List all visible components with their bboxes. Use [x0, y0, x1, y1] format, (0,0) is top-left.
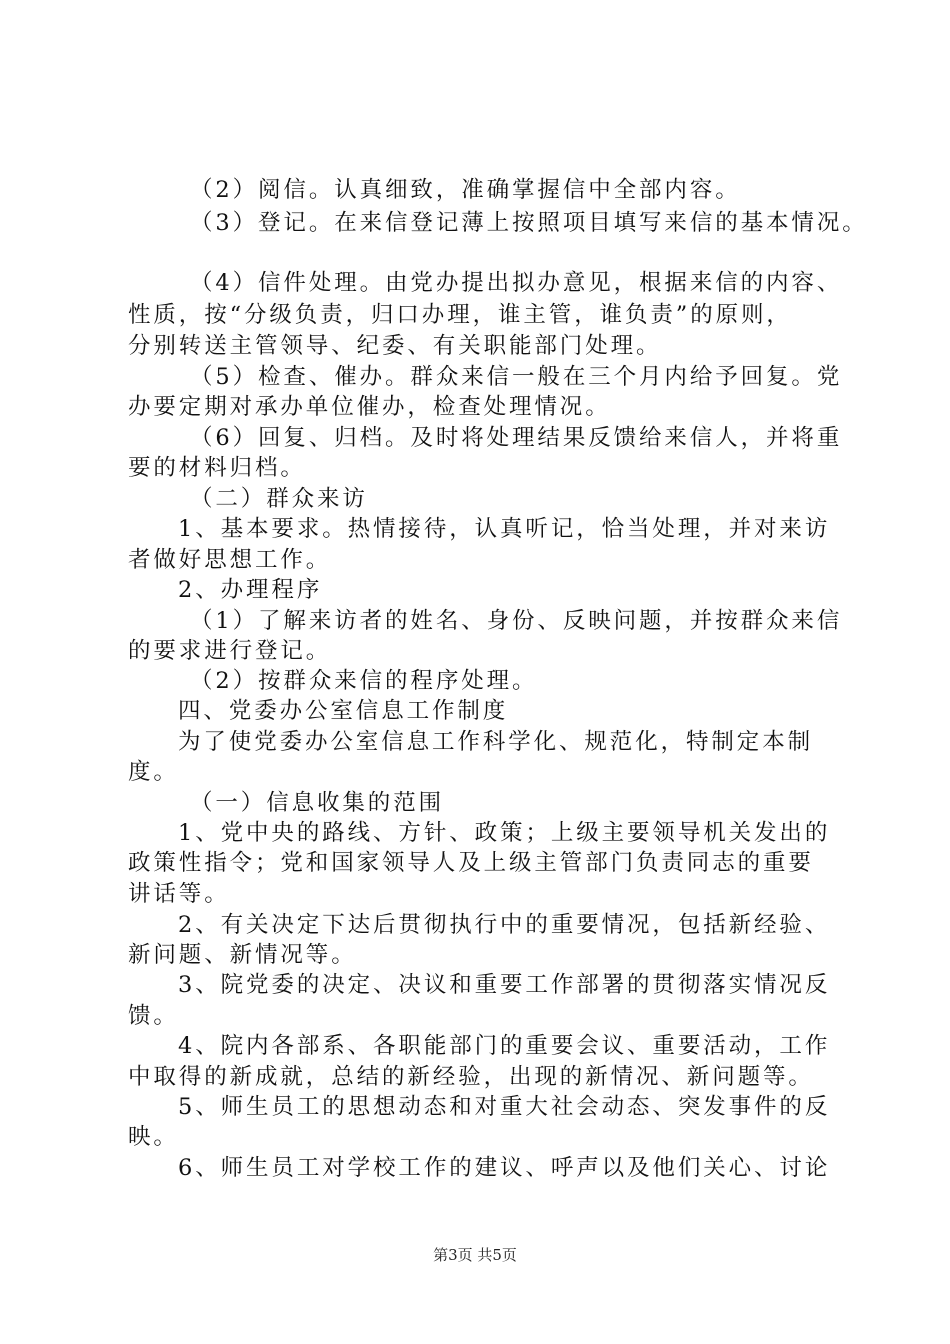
text-line: （3）登记。在来信登记薄上按照项目填写来信的基本情况。	[190, 210, 868, 236]
text-line: （6）回复、归档。及时将处理结果反馈给来信人，并将重	[190, 425, 843, 451]
text-line: （2）阅信。认真细致，准确掌握信中全部内容。	[190, 177, 741, 203]
text-line: 2、有关决定下达后贯彻执行中的重要情况，包括新经验、	[178, 912, 831, 938]
text-line: 1、基本要求。热情接待，认真听记，恰当处理，并对来访	[178, 516, 831, 542]
section-heading: 四、党委办公室信息工作制度	[178, 698, 509, 724]
text-line: 4、院内各部系、各职能部门的重要会议、重要活动，工作	[178, 1033, 831, 1059]
text-line: 分别转送主管领导、纪委、有关职能部门处理。	[128, 333, 662, 359]
text-line: 1、党中央的路线、方针、政策；上级主要领导机关发出的	[178, 820, 831, 846]
text-line: 者做好思想工作。	[128, 547, 332, 573]
text-line: 讲话等。	[128, 881, 230, 907]
text-line: 中取得的新成就，总结的新经验，出现的新情况、新问题等。	[128, 1064, 814, 1090]
text-line: 办要定期对承办单位催办，检查处理情况。	[128, 394, 611, 420]
text-line: 要的材料归档。	[128, 455, 306, 481]
page-footer: 第3页 共5页	[433, 1246, 517, 1264]
text-line: 3、院党委的决定、决议和重要工作部署的贯彻落实情况反	[178, 972, 831, 998]
text-line: （1）了解来访者的姓名、身份、反映问题，并按群众来信	[190, 608, 843, 634]
text-line: （5）检查、催办。群众来信一般在三个月内给予回复。党	[190, 364, 843, 390]
section-heading: （二）群众来访	[190, 486, 368, 512]
text-line: 6、师生员工对学校工作的建议、呼声以及他们关心、讨论	[178, 1155, 831, 1181]
text-line: 性质，按“分级负责，归口办理，谁主管，谁负责”的原则，	[128, 302, 792, 328]
text-line: 5、师生员工的思想动态和对重大社会动态、突发事件的反	[178, 1094, 831, 1120]
text-line: 2、办理程序	[178, 577, 323, 603]
text-line: （4）信件处理。由党办提出拟办意见，根据来信的内容、	[190, 270, 843, 296]
text-line: 映。	[128, 1124, 179, 1150]
text-line: 为了使党委办公室信息工作科学化、规范化，特制定本制	[178, 729, 814, 755]
text-line: 新问题、新情况等。	[128, 942, 357, 968]
text-line: 度。	[128, 759, 179, 785]
text-line: （2）按群众来信的程序处理。	[190, 668, 538, 694]
text-line: 的要求进行登记。	[128, 638, 332, 664]
section-heading: （一）信息收集的范围	[190, 790, 445, 816]
text-line: 政策性指令；党和国家领导人及上级主管部门负责同志的重要	[128, 850, 814, 876]
text-line: 馈。	[128, 1003, 179, 1029]
